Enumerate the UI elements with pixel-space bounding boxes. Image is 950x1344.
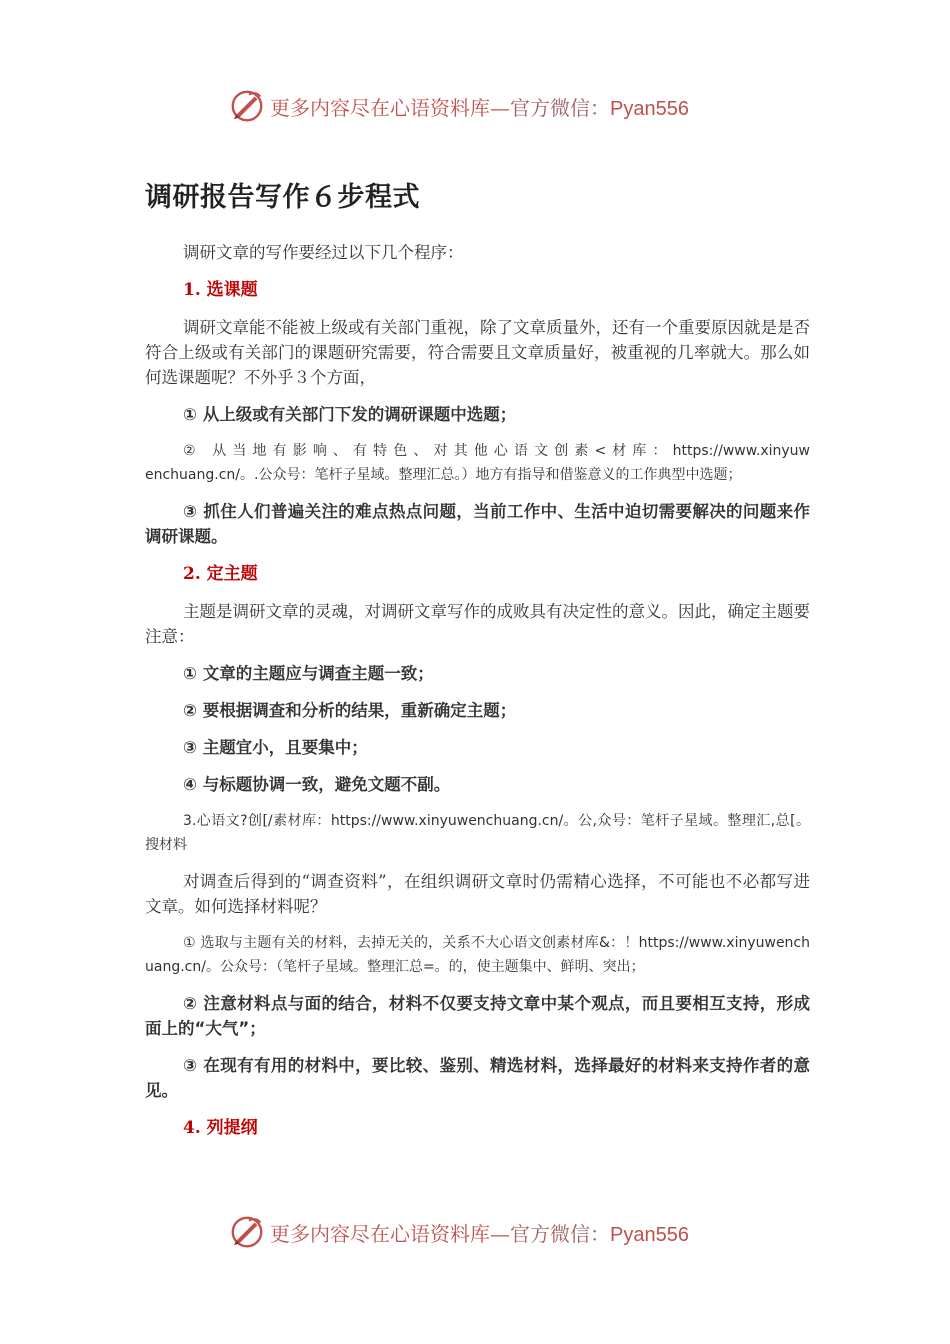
section-3-heading-line: 3.心语文?创[/素材库：https://www.xinyuwenchuang.cn/。公,众号：笔杆子星域。整理汇,总[。搜材料 — [145, 813, 810, 853]
section-1-item-1: ① 从上级或有关部门下发的调研课题中选题； — [183, 405, 517, 424]
section-2-paragraph: 主题是调研文章的灵魂，对调研文章写作的成败具有决定性的意义。因此，确定主题要注意： — [145, 602, 810, 646]
banner-dash: — — [490, 1221, 510, 1246]
section-heading-1: 1. 选课题 — [183, 280, 258, 300]
section-2-item-3: ③ 主题宜小，且要集中； — [183, 738, 368, 757]
banner-prefix: 更多内容尽在心语资料库 — [270, 95, 490, 120]
section-2-item-4: ④ 与标题协调一致，避免文题不副。 — [183, 775, 451, 794]
page-title: 调研报告写作６步程式 — [145, 182, 420, 213]
footer-banner — [228, 1212, 689, 1252]
banner-prefix: 更多内容尽在心语资料库 — [270, 1221, 490, 1246]
banner-wechat-label: 官方微信： — [510, 1221, 610, 1246]
section-3-item-3: ③ 在现有有用的材料中，要比较、鉴别、精选材料，选择最好的材料来支持作者的意见。 — [145, 1056, 810, 1100]
banner-text — [270, 1218, 689, 1247]
pen-logo-icon — [228, 1213, 266, 1251]
banner-dash: — — [490, 95, 510, 120]
section-3-item-2: ② 注意材料点与面的结合，材料不仅要支持文章中某个观点，而且要相互支持，形成面上的“大气”； — [145, 994, 810, 1038]
section-2-item-2: ② 要根据调查和分析的结果，重新确定主题； — [183, 701, 517, 720]
pen-logo-icon — [228, 87, 266, 125]
intro-paragraph: 调研文章的写作要经过以下几个程序： — [183, 243, 464, 262]
section-1-item-2-part-b: https://www.xinyuwenchuang.cn/。.公众号：笔杆子星域。整理汇总。）地方有指导和借鉴意义的工作典型中选题； — [145, 443, 810, 483]
banner-wechat-id: Pyan556 — [610, 1223, 689, 1246]
section-3-paragraph: 对调查后得到的“调查资料”，在组织调研文章时仍需精心选择，不可能也不必都写进文章。如何选择材料呢？ — [145, 872, 810, 916]
document-body — [145, 176, 810, 1141]
header-banner — [228, 86, 689, 126]
section-1-item-2-part-a: ② 从当地有影响、有特色、对其他心语文创素<材库： — [183, 443, 673, 459]
section-heading-2: 2. 定主题 — [183, 564, 258, 584]
banner-text — [270, 92, 689, 121]
section-2-item-1: ① 文章的主题应与调查主题一致； — [183, 664, 434, 683]
banner-wechat-label: 官方微信： — [510, 95, 610, 120]
section-heading-4: 4. 列提纲 — [183, 1118, 258, 1138]
banner-wechat-id: Pyan556 — [610, 97, 689, 120]
section-3-item-1: ① 选取与主题有关的材料，去掉无关的，关系不大心语文创素材库&：！https://www.xinyuwenchuang.cn/。公众号：（笔杆子星域。整理汇总=。的，使主题集中、鲜明、突出； — [145, 935, 810, 975]
section-1-paragraph: 调研文章能不能被上级或有关部门重视，除了文章质量外，还有一个重要原因就是是否符合上级或有关部门的课题研究需要，符合需要且文章质量好，被重视的几率就大。那么如何选课题呢？不外乎３个方面， — [145, 318, 810, 387]
section-1-item-2 — [145, 439, 810, 487]
section-1-item-3: ③ 抓住人们普遍关注的难点热点问题，当前工作中、生活中迫切需要解决的问题来作调研课题。 — [145, 502, 810, 546]
